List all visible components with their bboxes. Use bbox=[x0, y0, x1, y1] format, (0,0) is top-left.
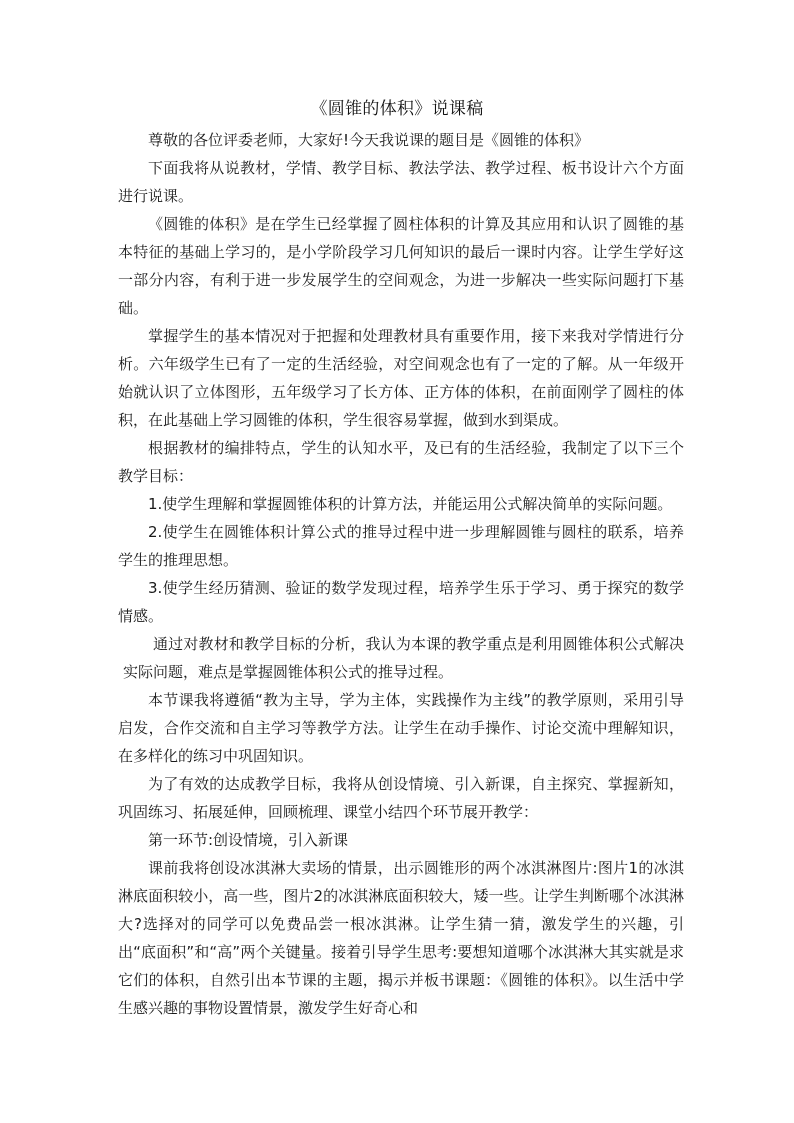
paragraph-stage-1-heading: 第一环节:创设情境，引入新课 bbox=[148, 831, 349, 849]
paragraph-goal-3: 3.使学生经历猜测、验证的数学发现过程，培养学生乐于学习、勇于探究的数学情感。 bbox=[118, 579, 684, 625]
paragraph-goal-2: 2.使学生在圆锥体积计算公式的推导过程中进一步理解圆锥与圆柱的联系，培养学生的推理思想。 bbox=[118, 523, 684, 569]
paragraph-methods: 本节课我将遵循“教为主导，学为主体，实践操作为主线”的教学原则，采用引导启发，合作交流和自主学习等教学方法。让学生在动手操作、讨论交流中理解知识，在多样化的练习中巩固知识。 bbox=[118, 691, 684, 765]
paragraph-stage-1: 课前我将创设冰淇淋大卖场的情景，出示圆锥形的两个冰淇淋图片:图片1的冰淇淋底面积较小，高一些，图片2的冰淇淋底面积较大，矮一些。让学生判断哪个冰淇淋大?选择对的同学可以免费品尝一根冰淇淋。让学生猜一猜，激发学生的兴趣，引出“底面积”和“高”两个关键量。接着引导学生思考:要想知道哪个冰淇淋大其实就是求它们的体积，自然引出本节课的主题，揭示并板书课题：《圆锥的体积》。以生活中学生感兴趣的事物设置情景，激发学生好奇心和 bbox=[118, 859, 684, 1017]
paragraph-goal-1: 1.使学生理解和掌握圆锥体积的计算方法，并能运用公式解决简单的实际问题。 bbox=[148, 495, 673, 513]
document-title: 《圆锥的体积》说课稿 bbox=[310, 99, 484, 119]
document-body bbox=[118, 126, 684, 1022]
paragraph-learner-analysis: 掌握学生的基本情况对于把握和处理教材具有重要作用，接下来我对学情进行分析。六年级学生已有了一定的生活经验，对空间观念也有了一定的了解。从一年级开始就认识了立体图形，五年级学习了长方体、正方体的体积，在前面刚学了圆柱的体积，在此基础上学习圆锥的体积，学生很容易掌握，做到水到渠成。 bbox=[118, 327, 684, 429]
paragraph-goals-intro: 根据教材的编排特点，学生的认知水平，及已有的生活经验，我制定了以下三个教学目标： bbox=[118, 439, 684, 485]
paragraph-outline: 下面我将从说教材，学情、教学目标、教法学法、教学过程、板书设计六个方面进行说课。 bbox=[118, 159, 684, 205]
paragraph-process-intro: 为了有效的达成教学目标，我将从创设情境、引入新课，自主探究、掌握新知，巩固练习、拓展延伸，回顾梳理、课堂小结四个环节展开教学： bbox=[118, 775, 684, 821]
paragraph-textbook: 《圆锥的体积》是在学生已经掌握了圆柱体积的计算及其应用和认识了圆锥的基本特征的基础上学习的，是小学阶段学习几何知识的最后一课时内容。让学生学好这一部分内容，有利于进一步发展学生的空间观念，为进一步解决一些实际问题打下基础。 bbox=[118, 215, 684, 317]
paragraph-key-points: 通过对教材和教学目标的分析，我认为本课的教学重点是利用圆锥体积公式解决实际问题，难点是掌握圆锥体积公式的推导过程。 bbox=[123, 635, 684, 681]
paragraph-greeting: 尊敬的各位评委老师，大家好!今天我说课的题目是《圆锥的体积》 bbox=[148, 131, 590, 149]
